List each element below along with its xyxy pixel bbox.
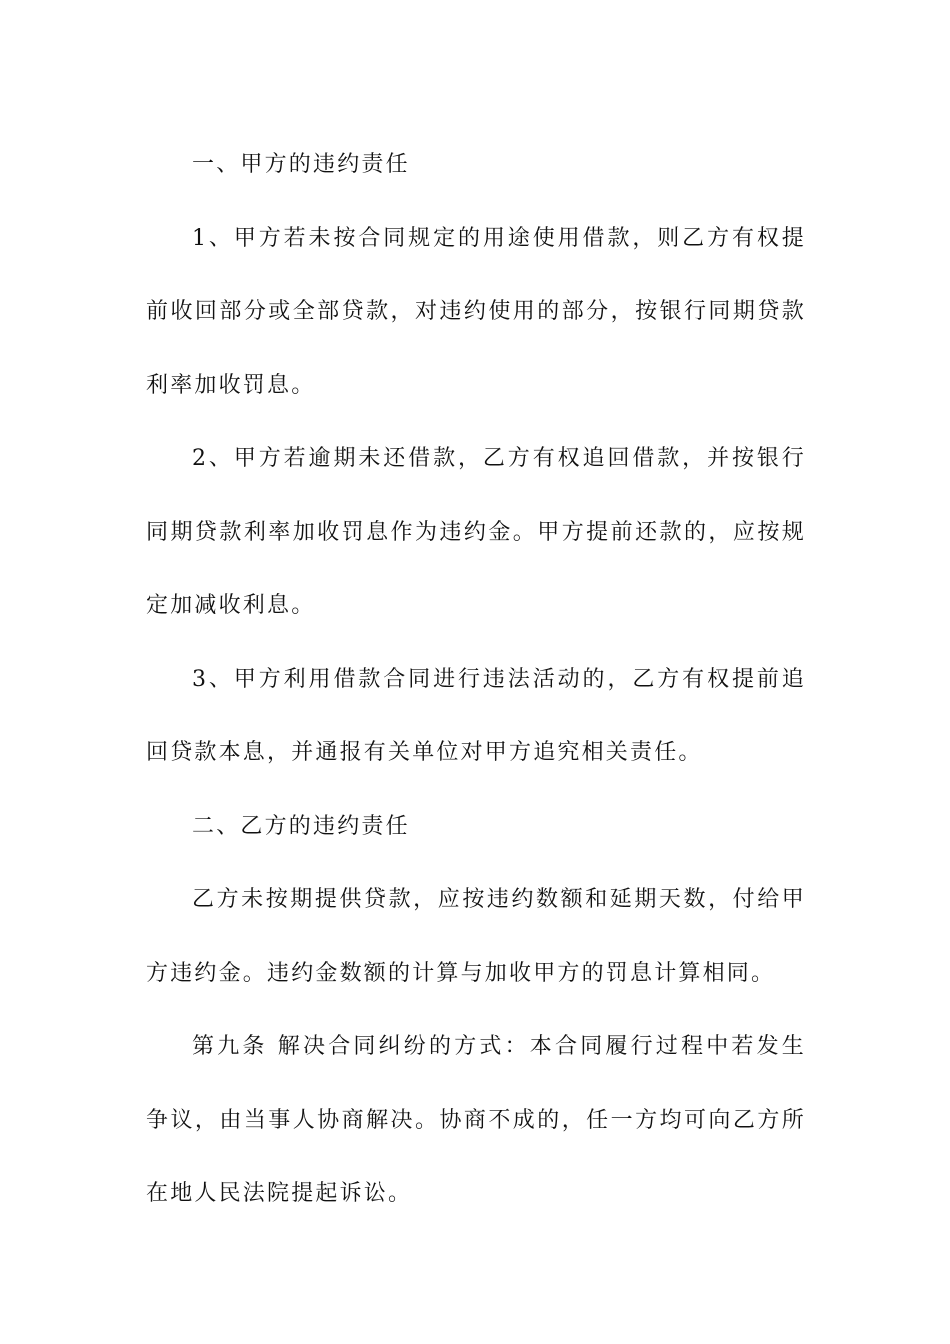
party-b-late-loan-clause: 乙方未按期提供贷款，应按违约数额和延期天数，付给甲方违约金。违约金数额的计算与加收甲方的罚息计算相同。 xyxy=(146,887,806,986)
clause-1-misuse-of-loan: 1、甲方若未按合同规定的用途使用借款，则乙方有权提前收回部分或全部贷款，对违约使用的部分，按银行同期贷款利率加收罚息。 xyxy=(146,225,806,398)
section-heading-party-b-liability: 二、乙方的违约责任 xyxy=(192,813,410,839)
clause-2-overdue-repayment: 2、甲方若逾期未还借款，乙方有权追回借款，并按银行同期贷款利率加收罚息作为违约金。甲方提前还款的，应按规定加减收利息。 xyxy=(146,446,806,618)
section-heading-party-a-liability: 一、甲方的违约责任 xyxy=(192,152,410,177)
article-9-dispute-resolution: 第九条 解决合同纠纷的方式：本合同履行过程中若发生争议，由当事人协商解决。协商不成的，任一方均可向乙方所在地人民法院提起诉讼。 xyxy=(146,1034,806,1206)
clause-3-illegal-activity: 3、甲方利用借款合同进行违法活动的，乙方有权提前追回贷款本息，并通报有关单位对甲方追究相关责任。 xyxy=(146,666,806,765)
document-body xyxy=(146,128,806,1231)
